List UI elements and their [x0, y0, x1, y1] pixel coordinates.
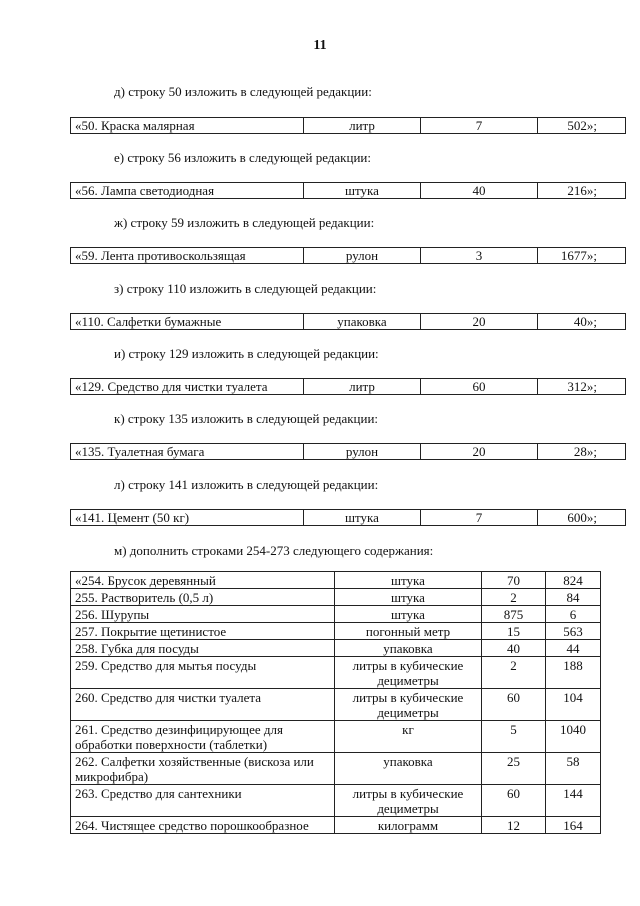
table-row [71, 589, 601, 606]
amendment-intro: е) строку 56 изложить в следующей редакции: [114, 150, 371, 165]
item-unit: килограмм [335, 817, 482, 834]
item-qty: 25 [482, 753, 546, 785]
table-row [71, 510, 626, 526]
item-name: «110. Салфетки бумажные [71, 314, 304, 330]
item-qty: 12 [482, 817, 546, 834]
item-qty: 60 [482, 785, 546, 817]
item-name: 257. Покрытие щетинистое [71, 623, 335, 640]
table-row [71, 689, 601, 721]
item-name: «59. Лента противоскользящая [71, 248, 304, 264]
item-qty: 15 [482, 623, 546, 640]
table-row [71, 817, 601, 834]
item-qty: 40 [482, 640, 546, 657]
table-row [71, 314, 626, 330]
item-name: 263. Средство для сантехники [71, 785, 335, 817]
amendment-intro: ж) строку 59 изложить в следующей редакции: [114, 215, 375, 230]
item-price: 144 [546, 785, 601, 817]
item-qty: 7 [421, 118, 538, 134]
final-amendment-intro: м) дополнить строками 254-273 следующего содержания: [114, 543, 434, 558]
item-name: «141. Цемент (50 кг) [71, 510, 304, 526]
item-name: 258. Губка для посуды [71, 640, 335, 657]
item-price: 164 [546, 817, 601, 834]
item-price: 600»; [538, 510, 626, 526]
amendment-row-table [70, 117, 626, 134]
item-price: 312»; [538, 379, 626, 395]
item-price: 6 [546, 606, 601, 623]
table-row [71, 785, 601, 817]
item-unit: штука [335, 572, 482, 589]
item-price: 28»; [538, 444, 626, 460]
table-row [71, 657, 601, 689]
item-unit: штука [335, 606, 482, 623]
item-qty: 20 [421, 444, 538, 460]
item-qty: 2 [482, 657, 546, 689]
item-name: «56. Лампа светодиодная [71, 183, 304, 199]
item-price: 824 [546, 572, 601, 589]
amendment-row-table [70, 182, 626, 199]
item-qty: 60 [421, 379, 538, 395]
item-qty: 7 [421, 510, 538, 526]
amendment-row-table [70, 378, 626, 395]
amendment-row-table [70, 247, 626, 264]
item-qty: 60 [482, 689, 546, 721]
amendment-intro: и) строку 129 изложить в следующей редакции: [114, 346, 379, 361]
item-name: 256. Шурупы [71, 606, 335, 623]
amendment-row-table [70, 509, 626, 526]
table-row [71, 183, 626, 199]
table-row [71, 721, 601, 753]
item-price: 104 [546, 689, 601, 721]
table-row [71, 640, 601, 657]
item-qty: 875 [482, 606, 546, 623]
item-name: 259. Средство для мытья посуды [71, 657, 335, 689]
item-name: 262. Салфетки хозяйственные (вискоза или микрофибра) [71, 753, 335, 785]
item-unit: рулон [304, 248, 421, 264]
item-unit: штука [304, 183, 421, 199]
item-name: 261. Средство дезинфицирующее для обработки поверхности (таблетки) [71, 721, 335, 753]
table-row [71, 623, 601, 640]
item-name: «50. Краска малярная [71, 118, 304, 134]
amendment-intro: к) строку 135 изложить в следующей редакции: [114, 411, 379, 426]
item-price: 40»; [538, 314, 626, 330]
item-qty: 40 [421, 183, 538, 199]
item-price: 188 [546, 657, 601, 689]
item-unit: литр [304, 379, 421, 395]
item-price: 1677»; [538, 248, 626, 264]
item-price: 563 [546, 623, 601, 640]
item-unit: упаковка [335, 753, 482, 785]
item-price: 1040 [546, 721, 601, 753]
item-price: 502»; [538, 118, 626, 134]
item-qty: 20 [421, 314, 538, 330]
item-name: 255. Растворитель (0,5 л) [71, 589, 335, 606]
item-unit: кг [335, 721, 482, 753]
added-rows-table [70, 571, 601, 834]
item-unit: штука [304, 510, 421, 526]
table-row [71, 572, 601, 589]
item-unit: штука [335, 589, 482, 606]
amendment-intro: л) строку 141 изложить в следующей редакции: [114, 477, 379, 492]
item-name: «135. Туалетная бумага [71, 444, 304, 460]
item-unit: упаковка [335, 640, 482, 657]
amendment-intro: з) строку 110 изложить в следующей редакции: [114, 281, 377, 296]
item-name: «254. Брусок деревянный [71, 572, 335, 589]
table-row [71, 118, 626, 134]
item-qty: 70 [482, 572, 546, 589]
item-price: 216»; [538, 183, 626, 199]
item-qty: 2 [482, 589, 546, 606]
item-unit: литры в кубические дециметры [335, 689, 482, 721]
item-unit: рулон [304, 444, 421, 460]
amendment-intro: д) строку 50 изложить в следующей редакции: [114, 84, 372, 99]
item-qty: 3 [421, 248, 538, 264]
page-number: 11 [313, 38, 327, 53]
item-name: 264. Чистящее средство порошкообразное [71, 817, 335, 834]
item-qty: 5 [482, 721, 546, 753]
item-unit: литры в кубические дециметры [335, 785, 482, 817]
item-unit: литры в кубические дециметры [335, 657, 482, 689]
amendment-row-table [70, 313, 626, 330]
item-price: 44 [546, 640, 601, 657]
table-row [71, 444, 626, 460]
item-unit: упаковка [304, 314, 421, 330]
item-unit: литр [304, 118, 421, 134]
item-price: 84 [546, 589, 601, 606]
table-row [71, 606, 601, 623]
table-row [71, 753, 601, 785]
item-name: 260. Средство для чистки туалета [71, 689, 335, 721]
item-price: 58 [546, 753, 601, 785]
item-name: «129. Средство для чистки туалета [71, 379, 304, 395]
amendment-row-table [70, 443, 626, 460]
item-unit: погонный метр [335, 623, 482, 640]
table-row [71, 248, 626, 264]
table-row [71, 379, 626, 395]
